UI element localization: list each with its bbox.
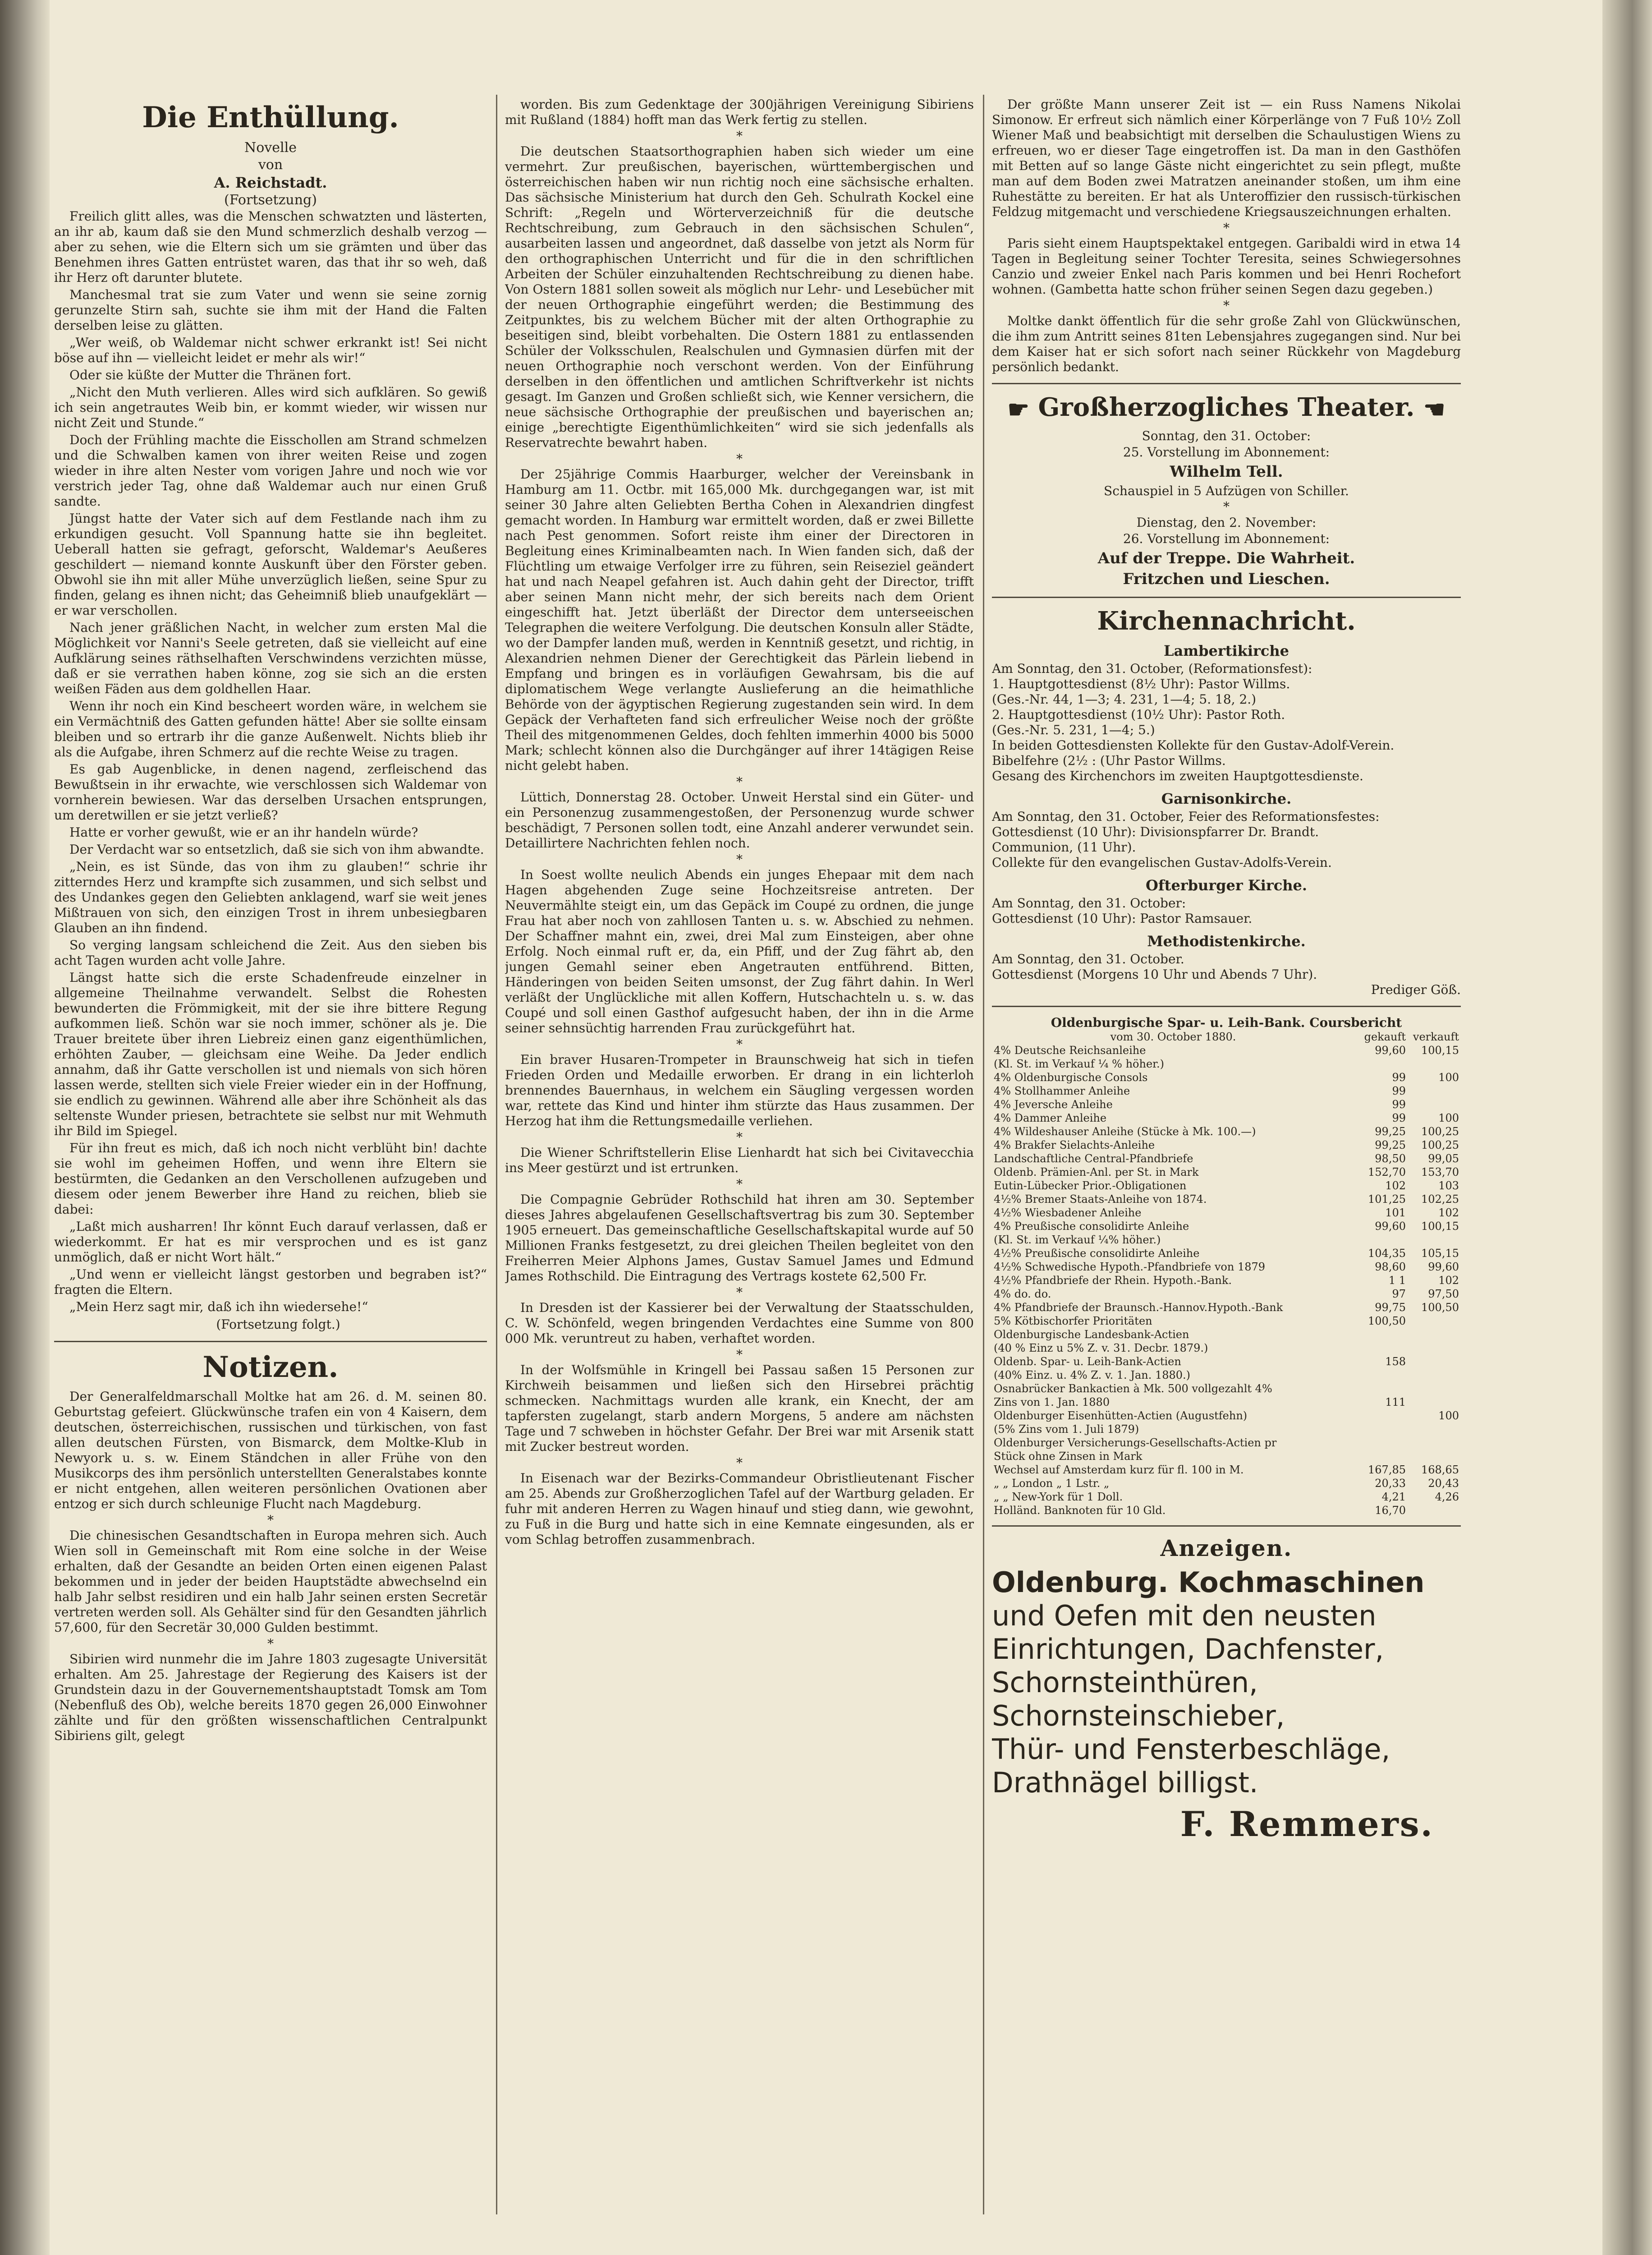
notiz-paragraph: Die Compagnie Gebrüder Rothschild hat ihren am 30. September dieses Jahres abgelaufenen Gesellschaftsvertrag bis zum 30. September 1905 erneuert. Das gemeinschaftliche Gesellschaftskapital wurde auf 50 Millionen Franks festgesetzt, zu drei gleichen Theilen begleitet von den Freiherren Meier Alphons James, Gustav Samuel James und Edmund James Rothschild. Die Eintragung des Vertrags kostete 62,500 Fr. [505,1192,974,1284]
theater-line: 25. Vorstellung im Abonnement: [1123,445,1330,460]
kurs-security: 4% Deutsche Reichsanleihe [994,1044,1146,1057]
pointing-hand-right-icon: ☛ [1007,395,1029,424]
kurs-row [992,1098,1461,1111]
kurs-row [992,1368,1461,1382]
anzeigen-title: Anzeigen. [1160,1535,1293,1562]
kurs-security: 4½% Wiesbadener Anleihe [994,1206,1142,1220]
novel-paragraph: So verging langsam schleichend die Zeit. Aus den sieben bis acht Tagen wurden acht volle Jahre. [54,938,487,968]
kurs-value [1408,1395,1461,1409]
kurs-value [1408,1382,1461,1395]
kurs-value [1354,1409,1408,1422]
kurs-value [1408,1341,1461,1355]
novel-paragraph: Für ihn freut es mich, daß ich noch nicht verblüht bin! dachte sie wohl im geheimen Hoffen, und wenn ihre Eltern sie bestürmten, die Gedanken an den Verschollenen aufzugeben und diesem oder jenem Bewerber ihre Hand zu reichen, blieb sie dabei: [54,1141,487,1217]
kurs-value: 101 [1385,1206,1406,1220]
novel-genre: Novelle [244,140,297,156]
kurs-security: Landschaftliche Central-Pfandbriefe [994,1152,1193,1165]
kurs-value [1408,1450,1461,1463]
kurs-value [1354,1382,1408,1395]
church-name: Garnisonkirche. [1161,790,1292,808]
ad-firm: F. Remmers. [1180,1804,1434,1845]
column-rule [496,95,497,2214]
novel-paragraph: „Mein Herz sagt mir, daß ich ihn wiedersehe!“ [69,1299,368,1314]
kurs-row [992,1044,1461,1057]
novel-paragraph: „Laßt mich ausharren! Ihr könnt Euch darauf verlassen, daß er wiederkommt. Er hat es mir versprochen und es ist ganz unmöglich, daß er nicht Wort hält.“ [54,1219,487,1265]
novel-paragraph: Freilich glitt alles, was die Menschen schwatzten und lästerten, an ihr ab, kaum daß sie den Mund schmerzlich deshalb verzog — aber zu sehen, wie die Eltern sich um sie grämten und über das Benehmen ihres Gatten entrüstet waren, das that ihr so weh, daß ihr Herz oft darunter blutete. [54,209,487,285]
notizen-title: Notizen. [202,1350,339,1384]
kurs-value [1408,1504,1461,1517]
theater-play: Wilhelm Tell. [1170,463,1283,481]
separator-star: * [267,1636,274,1651]
kurs-row [992,1111,1461,1125]
kurs-value [1354,1436,1408,1450]
kurs-row [992,1436,1461,1450]
section-rule [54,1341,487,1342]
kurs-security: Oldenburger Versicherungs-Gesellschafts-Actien pr [994,1436,1277,1450]
novel-paragraph: Der Verdacht war so entsetzlich, daß sie sich von ihm abwandte. [69,842,484,857]
kurs-value [1354,1341,1408,1355]
page-edge [1602,0,1652,2255]
kurs-security: (Kl. St. im Verkauf ¼% höher.) [994,1233,1161,1247]
ad-line: Oldenburg. Kochmaschinen [992,1566,1425,1599]
separator-star: * [736,1037,743,1052]
kurs-security: Oldenb. Spar- u. Leih-Bank-Actien [994,1355,1181,1368]
kurs-value: 152,70 [1368,1166,1406,1179]
kurs-value [1354,1233,1408,1247]
church-line: In beiden Gottesdiensten Kollekte für den Gustav-Adolf-Verein. [992,738,1395,753]
kurs-security: 4% Brakfer Sielachts-Anleihe [994,1139,1155,1152]
novel-paragraph: Jüngst hatte der Vater sich auf dem Festlande nach ihm zu erkundigen gesucht. Voll Spannung hatte sie ihn begleitet. Ueberall hatten sie gefragt, geforscht, Waldemar's Aeußeres geschildert — niemand konnte Auskunft über den Förster geben. Obwohl sie ihn mit aller Mühe unverzüglich ließen, seine Spur zu finden, gelang es ihnen nicht; das Geheimniß blieb unaufgeklärt — er war verschollen. [54,511,487,618]
separator-star: * [736,1177,743,1192]
novel-paragraph: „Nicht den Muth verlieren. Alles wird sich aufklären. So gewiß ich sein angetrautes Weib bin, er kommt wieder, wir wissen nur nicht Zeit und Stunde.“ [54,385,487,430]
church-line: (Ges.-Nr. 44, 1—3; 4. 231, 1—4; 5. 18, 2.) [992,692,1257,707]
separator-star: * [736,1285,743,1300]
novel-author: A. Reichstadt. [214,174,327,191]
column-1 [54,97,487,1745]
kurs-value [1408,1328,1461,1341]
kurs-row [992,1395,1461,1409]
kurs-value [1354,1368,1408,1382]
section-rule [992,383,1461,384]
separator-star: * [1223,499,1230,515]
kurs-value: 102 [1438,1206,1459,1220]
kurs-value: 20,43 [1428,1477,1459,1490]
kurs-value [1408,1422,1461,1436]
kurs-value: 16,70 [1375,1504,1406,1517]
kurs-value: 98,50 [1375,1152,1406,1165]
church-line: Communion, (11 Uhr). [992,840,1136,855]
kurs-value: 99,60 [1375,1220,1406,1233]
church-line: Am Sonntag, den 31. October, Feier des Reformationsfestes: [992,809,1380,824]
ad-line: Drathnägel billigst. [992,1766,1258,1799]
notiz-paragraph: In Dresden ist der Kassierer bei der Verwaltung der Staatsschulden, C. W. Schönfeld, wegen bringenden Verdachtes eine Summe von 800 000 Mk. veruntreut zu haben, verhaftet worden. [505,1300,974,1346]
kurs-value: 99,75 [1375,1301,1406,1314]
notiz-paragraph: In Soest wollte neulich Abends ein junges Ehepaar mit dem nach Hagen abgehenden Zuge seine Hochzeitsreise antreten. Der Neuvermählte steigt ein, um das Gepäck im Coupé zu ordnen, die junge Frau hat aber noch von zahllosen Tanten u. s. w. Abschied zu nehmen. Der Schaffner mahnt ein, zwei, drei Mal zum Einsteigen, aber ohne Erfolg. Noch einmal ruft er, da, ein Pfiff, und der Zug fährt ab, den jungen Gemahl seiner eben Angetrauten entführend. Bitten, Händeringen von beiden Seiten umsonst, der Zug fährt dahin. In Werl verläßt der Unglückliche mit allen Koffern, Hutschachteln u. s. w. das Coupé und soll einen Gasthof aufgesucht haben, der ihn in die Arme seiner sehnsüchtig harrenden Frau zurückgeführt hat. [505,867,974,1035]
separator-star: * [736,129,743,143]
church-line: Am Sonntag, den 31. October: [992,896,1186,911]
notiz-paragraph: worden. Bis zum Gedenktage der 300jährigen Vereinigung Sibiriens mit Rußland (1884) hofft man das Werk fertig zu stellen. [505,97,974,127]
kurs-security: 5% Kötbischorfer Prioritäten [994,1315,1152,1328]
ad-line: Thür- und Fensterbeschläge, [992,1733,1390,1766]
novel-paragraph: Es gab Augenblicke, in denen nagend, zerfleischend das Bewußtsein in ihr erwachte, wie verschlossen sich Waldemar von vornherein bewiesen. War das derselben Ursachen entsprungen, um deretwillen er sie jetzt verließ? [54,762,487,823]
theater-line: Schauspiel in 5 Aufzügen von Schiller. [1104,483,1349,499]
church-line: 2. Hauptgottesdienst (10½ Uhr): Pastor Roth. [992,707,1285,723]
kurs-col-header: verkauft [1413,1031,1459,1044]
column-rule [983,95,984,2214]
book-binding [0,0,50,2255]
church-name: Methodistenkirche. [1147,933,1306,950]
ad-line: und Oefen mit den neusten Einrichtungen, Dachfenster, Schornsteinthüren, Schornsteinschieber, [992,1599,1384,1733]
kurs-security: (5% Zins vom 1. Juli 1879) [994,1423,1139,1436]
notiz-paragraph: In Eisenach war der Bezirks-Commandeur Obristlieutenant Fischer am 25. Abends zur Großherzoglichen Tafel auf der Wartburg geladen. Er fuhr mit anderen Herren zu Wagen hinauf und stieg dann, wie gewohnt, zu Fuß in die Burg und hatte sich in eine Kemnate eingesunden, als er vom Schlag betroffen zusammenbrach. [505,1471,974,1547]
kurs-row [992,1165,1461,1179]
kurs-row [992,1314,1461,1328]
kurs-value: 99,60 [1375,1044,1406,1057]
church-line: Prediger Göß. [1371,982,1461,998]
novel-title: Die Enthüllung. [142,101,399,134]
kurs-date: vom 30. October 1880. [1110,1031,1236,1044]
notiz-paragraph: Die chinesischen Gesandtschaften in Europa mehren sich. Auch Wien soll in Gemeinschaft mit Rom eine solche in der Weise erhalten, daß der Gesandte an beiden Orten einen eigenen Palast bekommen und in jeder der beiden Hauptstädte abwechselnd ein halb Jahr selbst residiren und ein halb Jahr seinen ersten Secretär vertreten werden soll. Als Gehälter sind für den Gesandten jährlich 57,600, für den Secretär 30,000 Gulden bestimmt. [54,1528,487,1635]
kurs-row [992,1504,1461,1517]
novel-paragraph: „Nein, es ist Sünde, das von ihm zu glauben!“ schrie ihr zitterndes Herz und krampfte sich zusammen, und sich selbst und des Undankes gegen den Geliebten anklagend, warf sie weit jenes Mißtrauen von sich, den einzigen Trost in ihrem unbesiegbaren Glauben an ihn findend. [54,859,487,935]
kurs-value: 99 [1392,1098,1406,1111]
kurs-row [992,1409,1461,1422]
kurs-value [1408,1436,1461,1450]
notiz-paragraph: Die Wiener Schriftstellerin Elise Lienhardt hat sich bei Civitavecchia ins Meer gestürzt und ist ertrunken. [505,1145,974,1175]
kurs-row [992,1490,1461,1504]
kurs-row [992,1463,1461,1477]
kurs-value: 99 [1392,1085,1406,1098]
kurs-security: 4% Jeversche Anleihe [994,1098,1113,1111]
kurs-security: „ „ London „ 1 Lstr. „ [994,1477,1110,1490]
kurs-value: 99,25 [1375,1125,1406,1138]
kurs-value: 99,05 [1428,1152,1459,1165]
kurs-row [992,1301,1461,1314]
kurs-security: Eutin-Lübecker Prior.-Obligationen [994,1179,1187,1192]
kurs-value: 100 [1438,1112,1459,1125]
kurs-row [992,1247,1461,1260]
novel-paragraph: Längst hatte sich die erste Schadenfreude einzelner in allgemeine Theilnahme verwandelt. Selbst die Rohesten bewunderten die Frömmigkeit, mit der sie ihre bittere Regung aufkommen ließ. Schön war sie noch immer, schöner als je. Die Trauer breitete über ihren Liebreiz einen ganz eigenthümlichen, erhöhten Zauber, — gleichsam eine Weihe. Da Jeder endlich annahm, daß ihr Gatte verschollen ist und niemals von sich hören lassen werde, stellten sich viele Freier wieder ein in der Hoffnung, sie endlich zu gewinnen. Während alle aber ihre Schönheit als das seltenste Wunder priesen, betrachtete sie selbst nur mit Wehmuth ihr Bild im Spiegel. [54,970,487,1138]
section-rule [992,1006,1461,1007]
kurs-security: 4½% Pfandbriefe der Rhein. Hypoth.-Bank. [994,1274,1232,1287]
kurs-row [992,1260,1461,1274]
kurs-row [992,1328,1461,1341]
novel-paragraph: „Und wenn er vielleicht längst gestorben und begraben ist?“ fragten die Eltern. [54,1267,487,1297]
kurs-value: 100,15 [1421,1220,1459,1233]
kurs-row [992,1220,1461,1233]
kurs-value: 103 [1438,1179,1459,1192]
theater-play: Auf der Treppe. Die Wahrheit. [1097,549,1355,568]
church-line: Gottesdienst (10 Uhr): Pastor Ramsauer. [992,911,1253,926]
kurs-row [992,1355,1461,1368]
kurs-row [992,1057,1461,1071]
separator-star: * [736,774,743,789]
kurs-security: Stück ohne Zinsen in Mark [994,1450,1143,1463]
kurs-header-row [992,1030,1461,1044]
kurs-security: Zins von 1. Jan. 1880 [994,1396,1110,1409]
kurs-security: „ „ New-York für 1 Doll. [994,1491,1123,1504]
novel-continued: (Fortsetzung folgt.) [216,1317,340,1332]
church-line: (Ges.-Nr. 5. 231, 1—4; 5.) [992,723,1155,738]
kurs-security: 4½% Bremer Staats-Anleihe von 1874. [994,1193,1207,1206]
kurs-security: 4% Pfandbriefe der Braunsch.-Hannov.Hypoth.-Bank [994,1301,1283,1314]
kurs-value: 1 1 [1388,1274,1406,1287]
novel-paragraph: Hatte er vorher gewußt, wie er an ihr handeln würde? [69,825,418,840]
kurs-title: Oldenburgische Spar- u. Leih-Bank. Coursbericht [1051,1015,1402,1031]
kurs-value [1354,1450,1408,1463]
kurs-security: 4½% Schwedische Hypoth.-Pfandbriefe von 1879 [994,1261,1266,1274]
kurs-value: 102,25 [1421,1193,1459,1206]
novel-von: von [258,157,283,173]
section-rule [992,597,1461,598]
kurs-value: 105,15 [1421,1247,1459,1260]
kurs-security: 4% Dammer Anleihe [994,1112,1107,1125]
kurs-security: 4% Stollhammer Anleihe [994,1085,1130,1098]
separator-star: * [736,1455,743,1470]
theater-line: Sonntag, den 31. October: [1142,428,1311,444]
section-rule [992,1525,1461,1527]
kurs-row [992,1477,1461,1490]
kurs-security: 4% Wildeshauser Anleihe (Stücke à Mk. 100.—) [994,1125,1256,1138]
novel-paragraph: „Wer weiß, ob Waldemar nicht schwer erkrankt ist! Sei nicht böse auf ihn — vielleicht leidet er mehr als wir!“ [54,335,487,365]
kurs-value: 153,70 [1421,1166,1459,1179]
kurs-value [1408,1368,1461,1382]
kurs-table [992,1030,1461,1517]
theater-header [992,392,1461,423]
kurs-value: 100,50 [1368,1315,1406,1328]
kurs-row [992,1071,1461,1084]
church-line: Am Sonntag, den 31. October, (Reformationsfest): [992,661,1312,676]
notiz-paragraph: Lüttich, Donnerstag 28. October. Unweit Herstal sind ein Güter- und ein Personenzug zusammengestoßen, der Personenzug wurde schwer beschädigt, 7 Personen sollen todt, eine Anzahl anderer verwundet sein. Detaillirtere Nachrichten fehlen noch. [505,790,974,851]
kurs-row [992,1152,1461,1165]
kurs-value: 100,15 [1421,1044,1459,1057]
kurs-row [992,1287,1461,1301]
church-line: Gottesdienst (10 Uhr): Divisionspfarrer Dr. Brandt. [992,824,1319,840]
kurs-security: 4% Oldenburgische Consols [994,1071,1148,1084]
kurs-value: 102 [1438,1274,1459,1287]
kurs-row [992,1125,1461,1138]
kurs-value: 167,85 [1368,1463,1406,1477]
column-3 [992,97,1461,1844]
kurs-row [992,1450,1461,1463]
kurs-value: 99 [1392,1071,1406,1084]
kurs-value [1408,1314,1461,1328]
church-name: Lambertikirche [1164,642,1289,660]
kurs-value [1408,1098,1461,1111]
theater-line: 26. Vorstellung im Abonnement: [1123,531,1330,547]
kurs-row [992,1422,1461,1436]
kurs-value [1354,1422,1408,1436]
kurs-security: 4½% Preußische consolidirte Anleihe [994,1247,1200,1260]
novel-paragraph: Nach jener gräßlichen Nacht, in welcher zum ersten Mal die Möglichkeit vor Nanni's Seele getreten, daß sie vielleicht auf eine Aufklärung seines räthselhaften Verschwindens verzichten müsse, daß er sie verrathen haben könne, zog sie sich an die ersten weißen Fäden aus dem goldhellen Haar. [54,620,487,696]
kurs-value: 98,60 [1375,1261,1406,1274]
kurs-value [1408,1057,1461,1071]
church-line: Collekte für den evangelischen Gustav-Adolfs-Verein. [992,855,1332,870]
notiz-paragraph: In der Wolfsmühle in Kringell bei Passau saßen 15 Personen zur Kirchweih beisammen und ließen sich den Hirsebrei prächtig schmecken. Nachmittags wurden alle krank, ein Knecht, der am tapfersten zugelangt, starb andern Morgens, 5 andere am nächsten Tage und 7 schweben in höchster Gefahr. Der Brei war mit Arsenik statt mit Zucker bestreut worden. [505,1362,974,1454]
kurs-security: Oldenburger Eisenhütten-Actien (Augustfehn) [994,1409,1248,1422]
kurs-row [992,1341,1461,1355]
kurs-row [992,1192,1461,1206]
notiz-paragraph: Paris sieht einem Hauptspektakel entgegen. Garibaldi wird in etwa 14 Tagen in Begleitung seiner Tochter Teresita, seines Schwiegersohnes Canzio und zweier Enkel nach Paris kommen und bei Henri Rochefort wohnen. (Gambetta hatte schon früher seinen Segen dazu gegeben.) [992,236,1461,297]
novel-paragraph: Doch der Frühling machte die Eisschollen am Strand schmelzen und die Schwalben kamen von ihrer weiten Reise und zogen wieder in ihre alten Nester vom vorigen Jahre und noch wie vor verstrich jeder Tag, ohne daß Waldemar auch nur einen Gruß sandte. [54,433,487,509]
kurs-security: Holländ. Banknoten für 10 Gld. [994,1504,1166,1517]
kurs-value: 100 [1438,1409,1459,1422]
kurs-value: 100,50 [1421,1301,1459,1314]
kurs-value: 100,25 [1421,1125,1459,1138]
kurs-security: (40 % Einz u 5% Z. v. 31. Decbr. 1879.) [994,1342,1208,1355]
kurs-row [992,1179,1461,1192]
notiz-paragraph: Moltke dankt öffentlich für die sehr große Zahl von Glückwünschen, die ihm zum Antritt seines 81ten Lebensjahres zugegangen sind. Nur bei dem Kaiser hat er sich sofort nach seiner Rückkehr von Magdeburg persönlich bedankt. [992,313,1461,374]
kurs-security: (40% Einz. u. 4% Z. v. 1. Jan. 1880.) [994,1369,1191,1382]
kurs-value: 168,65 [1421,1463,1459,1477]
notiz-paragraph: Der 25jährige Commis Haarburger, welcher der Vereinsbank in Hamburg am 11. Octbr. mit 165,000 Mk. durchgegangen war, ist mit seiner 30 Jahre alten Geliebten Bertha Cohen in Alexandrien dingfest gemacht worden. In Hamburg war ermittelt worden, daß er zwei Billette nach Pest genommen. Sofort reiste ihm einer der Directoren in Begleitung eines Kriminalbeamten nach. In Wien fanden sich, daß der Flüchtling um etwaige Verfolger irre zu führen, sein Reiseziel geändert hat und nach Neapel gefahren ist. Auch dahin geht der Director, trifft aber seinen Mann nicht mehr, der sich bereits nach dem Orient eingeschifft hat. Jetzt überläßt der Director dem unterseeischen Telegraphen die weitere Verfolgung. Die deutschen Konsuln aller Städte, wo der Dampfer landen muß, werden in Kenntniß gesetzt, und richtig, in Alexandrien nehmen Diener der Gerechtigkeit das Pärlein liebend in Empfang und bringen es in vorläufigen Gewahrsam, bis die auf diplomatischem Wege verlangte Auslieferung an die heimathliche Behörde von der ägyptischen Regierung zugestanden sein wird. In dem Gepäck der Verhafteten fand sich erfreulicher Weise noch der größte Theil des mitgenommenen Geldes, doch fehlten immerhin 4000 bis 5000 Mark; schlecht können also die Durchgänger auf ihrer 14tägigen Reise nicht gelebt haben. [505,467,974,773]
kurs-value: 20,33 [1375,1477,1406,1490]
kurs-value [1408,1233,1461,1247]
kurs-value: 4,21 [1381,1491,1406,1504]
church-line: Bibelfehre (2½ : (Uhr Pastor Willms. [992,753,1226,769]
kurs-value: 4,26 [1435,1491,1459,1504]
kurs-security: 4% do. do. [994,1288,1051,1301]
kurs-security: Oldenburgische Landesbank-Actien [994,1328,1189,1341]
kirchen-title: Kirchennachricht. [1097,606,1356,636]
separator-star: * [1223,221,1230,235]
kurs-col-header: gekauft [1364,1031,1406,1044]
novel-continuation: (Fortsetzung) [224,192,317,208]
kurs-value: 111 [1385,1396,1406,1409]
novel-paragraph: Oder sie küßte der Mutter die Thränen fort. [69,368,352,382]
kurs-value: 101,25 [1368,1193,1406,1206]
kurs-security: (Kl. St. im Verkauf ¼ % höher.) [994,1058,1164,1071]
separator-star: * [736,1347,743,1362]
separator-star: * [736,852,743,867]
kurs-value: 102 [1385,1179,1406,1192]
kurs-value: 97,50 [1428,1288,1459,1301]
church-line: 1. Hauptgottesdienst (8½ Uhr): Pastor Willms. [992,676,1290,692]
kurs-value: 99,25 [1375,1139,1406,1152]
theater-line: Dienstag, den 2. November: [1136,515,1317,530]
separator-star: * [1223,298,1230,313]
separator-star: * [736,1130,743,1145]
notiz-paragraph: Der größte Mann unserer Zeit ist — ein Russ Namens Nikolai Simonow. Er erfreut sich nämlich einer Körperlänge von 7 Fuß 10½ Zoll Wiener Maß und beabsichtigt mit derselben die Schaulustigen Wiens zu erfreuen, wo er dieser Tage eingetroffen ist. Da man in den Gasthöfen mit Betten auf so lange Gäste nicht eingerichtet zu sein pflegt, mußte man auf dem Boden zwei Matratzen aneinander stoßen, um ihm eine Ruhestätte zu bereiten. Er hat als Unteroffizier den russisch-türkischen Feldzug mitgemacht und verschiedene Kriegsauszeichnungen erhalten. [992,97,1461,219]
kurs-row [992,1233,1461,1247]
kurs-value: 158 [1385,1355,1406,1368]
novel-paragraph: Wenn ihr noch ein Kind bescheert worden wäre, in welchem sie ein Vermächtniß des Gatten gefunden hätte! Aber sie sollte einsam bleiben und so ertrarb ihr die ganze Außenwelt. Nichts blieb ihr als die Aufgabe, ihren Schmerz auf die rechte Weise zu tragen. [54,699,487,759]
notiz-paragraph: Ein braver Husaren-Trompeter in Braunschweig hat sich in tiefen Frieden Orden und Medaille erworben. Er drang in ein lichterloh brennendes Bauernhaus, in welchem ein Säugling vergessen worden war, rettete das Kind und hinter ihm stürzte das Haus zusammen. Der Herzog hat ihm die Rettungsmedaille verliehen. [505,1052,974,1128]
kurs-row [992,1138,1461,1152]
kurs-security: 4% Preußische consolidirte Anleihe [994,1220,1189,1233]
kurs-value: 99,60 [1428,1261,1459,1274]
separator-star: * [736,451,743,466]
notiz-paragraph: Sibirien wird nunmehr die im Jahre 1803 zugesagte Universität erhalten. Am 25. Jahrestage der Regierung des Kaisers ist der Grundstein dazu in der Gouvernementshauptstadt Tomsk am Tom (Nebenfluß des Ob), welche bereits 1870 gegen 26,000 Einwohner zählte und für den größten wissenschaftlichen Centralpunkt Sibiriens gilt, gelegt [54,1652,487,1743]
kurs-row [992,1206,1461,1220]
kurs-value: 99 [1392,1112,1406,1125]
church-line: Gottesdienst (Morgens 10 Uhr und Abends 7 Uhr). [992,967,1317,982]
kurs-security: Osnabrücker Bankactien à Mk. 500 vollgezahlt 4% [994,1382,1272,1395]
church-name: Ofterburger Kirche. [1146,877,1307,894]
kurs-value [1354,1328,1408,1341]
kurs-value: 104,35 [1368,1247,1406,1260]
church-line: Gesang des Kirchenchors im zweiten Hauptgottesdienste. [992,769,1363,784]
kurs-value: 97 [1392,1288,1406,1301]
theater-play: Fritzchen und Lieschen. [1123,570,1330,589]
kurs-value [1354,1057,1408,1071]
novel-paragraph: Manchesmal trat sie zum Vater und wenn sie seine zornig gerunzelte Stirn sah, suchte sie ihm mit der Hand die Falten derselben leise zu glätten. [54,287,487,333]
kurs-value: 100 [1438,1071,1459,1084]
kurs-row [992,1274,1461,1287]
kurs-row [992,1084,1461,1098]
separator-star: * [267,1513,274,1528]
theater-title: Großherzogliches Theater. [1038,392,1415,422]
notiz-paragraph: Der Generalfeldmarschall Moltke hat am 26. d. M. seinen 80. Geburtstag gefeiert. Glückwünsche trafen ein von 4 Kaisern, dem deutschen, österreichischen, russischen und türkischen, von fast allen deutschen Fürsten, von Bismarck, dem Moltke-Klub in Newyork u. s. w. Einem Ständchen in aller Frühe von den Musikcorps des ihm persönlich unterstellten Generalstabes konnte er nicht entgehen, allen weiteren persönlichen Ovationen aber entzog er sich durch schleunige Flucht nach Magdeburg. [54,1389,487,1511]
notiz-paragraph: Die deutschen Staatsorthographien haben sich wieder um eine vermehrt. Zur preußischen, bayerischen, württembergischen und österreichischen haben wir nun richtig noch eine sächsische erhalten. Das sächsische Ministerium hat durch den Geh. Schulrath Kockel eine Schrift: „Regeln und Wörterverzeichniß für die deutsche Rechtschreibung, zum Gebrauch in den sächsischen Schulen“, ausarbeiten lassen und angeordnet, daß dasselbe von jetzt als Norm für den orthographischen Unterricht und für die in den schriftlichen Arbeiten der Schüler einzuhaltenden Rechtschreibung zu dienen habe. Von Ostern 1881 sollen soweit als möglich nur Lehr- und Lesebücher mit der neuen Orthographie eingeführt werden; die Bestimmung des Zeitpunktes, bis zu welchem Bücher mit der alten Orthographie zu beseitigen sind, bleibt vorbehalten. Die Ostern 1881 zu entlassenden Schüler der Volksschulen, Realschulen und Gymnasien dürfen mit der neuen Orthographie noch verschont werden. Von der Einführung derselben in den öffentlichen und amtlichen Schriftverkehr ist nichts gesagt. Im Ganzen und Großen schließt sich, wie Kenner versichern, die neue sächsische Orthographie der preußischen und bayerischen an; einige „berechtigte Eigenthümlichkeiten“ wird sie sich jedenfalls als Reservatrechte bewahrt haben. [505,144,974,450]
kurs-value [1408,1355,1461,1368]
column-2 [505,97,974,1549]
kurs-value: 100,25 [1421,1139,1459,1152]
pointing-hand-left-icon: ☚ [1423,395,1446,424]
kurs-security: Wechsel auf Amsterdam kurz für fl. 100 in M. [994,1463,1244,1477]
kurs-security: Oldenb. Prämien-Anl. per St. in Mark [994,1166,1199,1179]
church-line: Am Sonntag, den 31. October. [992,952,1184,967]
kurs-row [992,1382,1461,1395]
kurs-value [1408,1084,1461,1098]
